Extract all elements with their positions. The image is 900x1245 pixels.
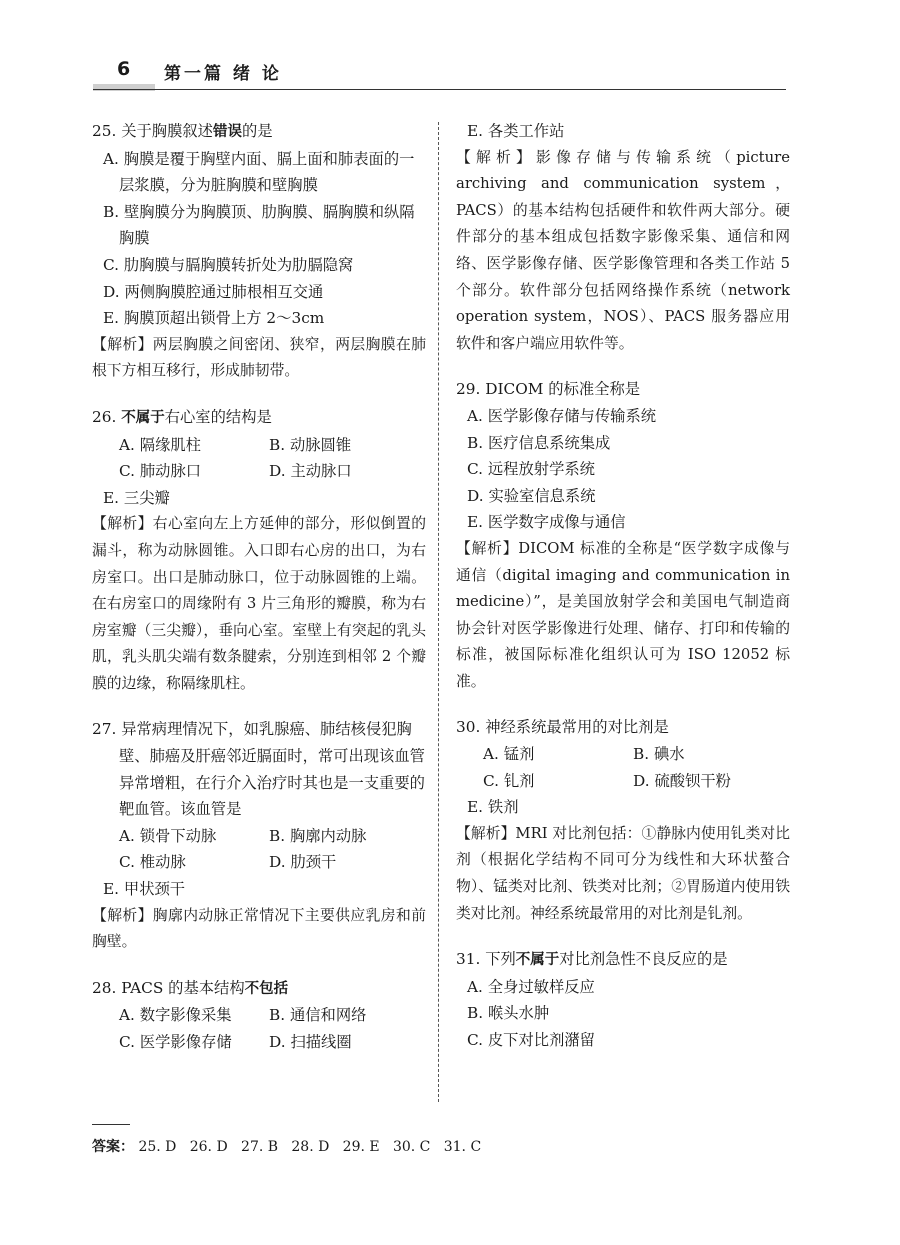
- q26-analysis: 【解析】右心室向左上方延伸的部分，形似倒置的漏斗，称为动脉圆锥。入口即右心房的出口，为右房室口。出口是肺动脉口，位于动脉圆锥的上端。在右房室口的周缘附有 3 片三角形的瓣膜，称为右房室瓣（三尖瓣），垂向心室。室壁上有突起的乳头肌，乳头肌尖端有数条腱索，分别连到相邻 2 个瓣膜的边缘，称隔缘肌柱。: [92, 515, 426, 692]
- q25-option-a: A. 胸膜是覆于胸壁内面、膈上面和肺表面的一层浆膜，分为脏胸膜和壁胸膜: [103, 149, 415, 195]
- q25-option-e: E. 胸膜顶超出锁骨上方 2～3cm: [103, 309, 325, 328]
- q29-option-a: A. 医学影像存储与传输系统: [467, 406, 657, 425]
- question-28-stem: 28. PACS 的基本结构不包括: [92, 978, 289, 997]
- header-rule: [93, 89, 786, 90]
- q26-options-cd: C. 肺动脉口 D. 主动脉口: [119, 462, 352, 481]
- q27-options-cd: C. 椎动脉 D. 肋颈干: [119, 853, 337, 872]
- q25-option-c: C. 肋胸膜与膈胸膜转折处为肋膈隐窝: [103, 255, 354, 274]
- q27-option-e: E. 甲状颈干: [103, 880, 186, 899]
- q25-analysis: 【解析】两层胸膜之间密闭、狭窄，两层胸膜在肺根下方相互移行，形成肺韧带。: [92, 335, 426, 380]
- q25-option-b: B. 壁胸膜分为胸膜顶、肋胸膜、膈胸膜和纵隔胸膜: [103, 202, 415, 248]
- q31-option-a: A. 全身过敏样反应: [467, 977, 595, 996]
- q27-analysis: 【解析】胸廓内动脉正常情况下主要供应乳房和前胸壁。: [92, 906, 426, 951]
- q25-option-d: D. 两侧胸膜腔通过肺根相互交通: [103, 282, 324, 301]
- q28-option-e: E. 各类工作站: [467, 122, 565, 140]
- answers-rule: [92, 1124, 130, 1125]
- q29-option-b: B. 医疗信息系统集成: [467, 433, 611, 452]
- question-31-stem: 31. 下列不属于对比剂急性不良反应的是: [456, 950, 728, 969]
- question-29-stem: 29. DICOM 的标准全称是: [456, 380, 641, 399]
- q29-analysis: 【解析】DICOM 标准的全称是“医学数字成像与通信（digital imaging and communication in medicine）”，是美国放射学会和美国电气制造商协会针对医学影像进行处理、储存、打印和传输的标准，被国际标准化组织认可为 ISO 12052 标准。: [456, 539, 790, 690]
- q26-options-ab: A. 隔缘肌柱 B. 动脉圆锥: [119, 435, 352, 454]
- q31-option-c: C. 皮下对比剂潴留: [467, 1031, 595, 1049]
- page-number: 6: [117, 58, 131, 80]
- right-column: [456, 118, 790, 1054]
- q29-option-e: E. 医学数字成像与通信: [467, 513, 626, 532]
- q27-options-ab: A. 锁骨下动脉 B. 胸廓内动脉: [119, 826, 367, 845]
- column-divider: [438, 122, 439, 1102]
- q28-analysis: 【解析】影像存储与传输系统（picture archiving and communication system，PACS）的基本结构包括硬件和软件两大部分。硬件部分的基本组成包括数字影像采集、通信和网络、医学影像存储、医学影像管理和各类工作站 5 个部分。软件部分包括网络操作系统（network operation system，NOS）、PACS 服务器应用软件和客户端应用软件等。: [456, 148, 790, 352]
- question-30-stem: 30. 神经系统最常用的对比剂是: [456, 718, 669, 737]
- answer-key-label: 答案：: [92, 1139, 134, 1155]
- q30-options-ab: A. 锰剂 B. 碘水: [483, 745, 685, 764]
- q29-option-d: D. 实验室信息系统: [467, 486, 596, 505]
- chapter-title: 第一篇 绪 论: [164, 64, 282, 84]
- question-26-stem: 26. 不属于右心室的结构是: [92, 407, 272, 426]
- answer-key-text: 25. D 26. D 27. B 28. D 29. E 30. C 31. C: [138, 1139, 482, 1155]
- q28-options-cd: C. 医学影像存储 D. 扫描线圈: [119, 1033, 352, 1051]
- left-column: [92, 118, 426, 1056]
- question-27-stem: 27. 异常病理情况下，如乳腺癌、肺结核侵犯胸壁、肺癌及肝癌邻近膈面时，常可出现该血管异常增粗，在行介入治疗时其也是一支重要的靶血管。该血管是: [92, 720, 425, 819]
- q30-analysis: 【解析】MRI 对比剂包括：①静脉内使用钆类对比剂（根据化学结构不同可分为线性和大环状螯合物）、锰类对比剂、铁类对比剂；②胃肠道内使用铁类对比剂。神经系统最常用的对比剂是钆剂。: [456, 824, 790, 922]
- q30-options-cd: C. 钆剂 D. 硫酸钡干粉: [483, 771, 731, 790]
- q29-option-c: C. 远程放射学系统: [467, 460, 595, 479]
- q30-option-e: E. 铁剂: [467, 798, 519, 817]
- q26-option-e: E. 三尖瓣: [103, 488, 170, 507]
- q28-options-ab: A. 数字影像采集 B. 通信和网络: [119, 1006, 367, 1025]
- question-25-stem: 25. 关于胸膜叙述错误的是: [92, 122, 273, 140]
- q31-option-b: B. 喉头水肿: [467, 1004, 550, 1023]
- answer-key: [92, 1136, 481, 1156]
